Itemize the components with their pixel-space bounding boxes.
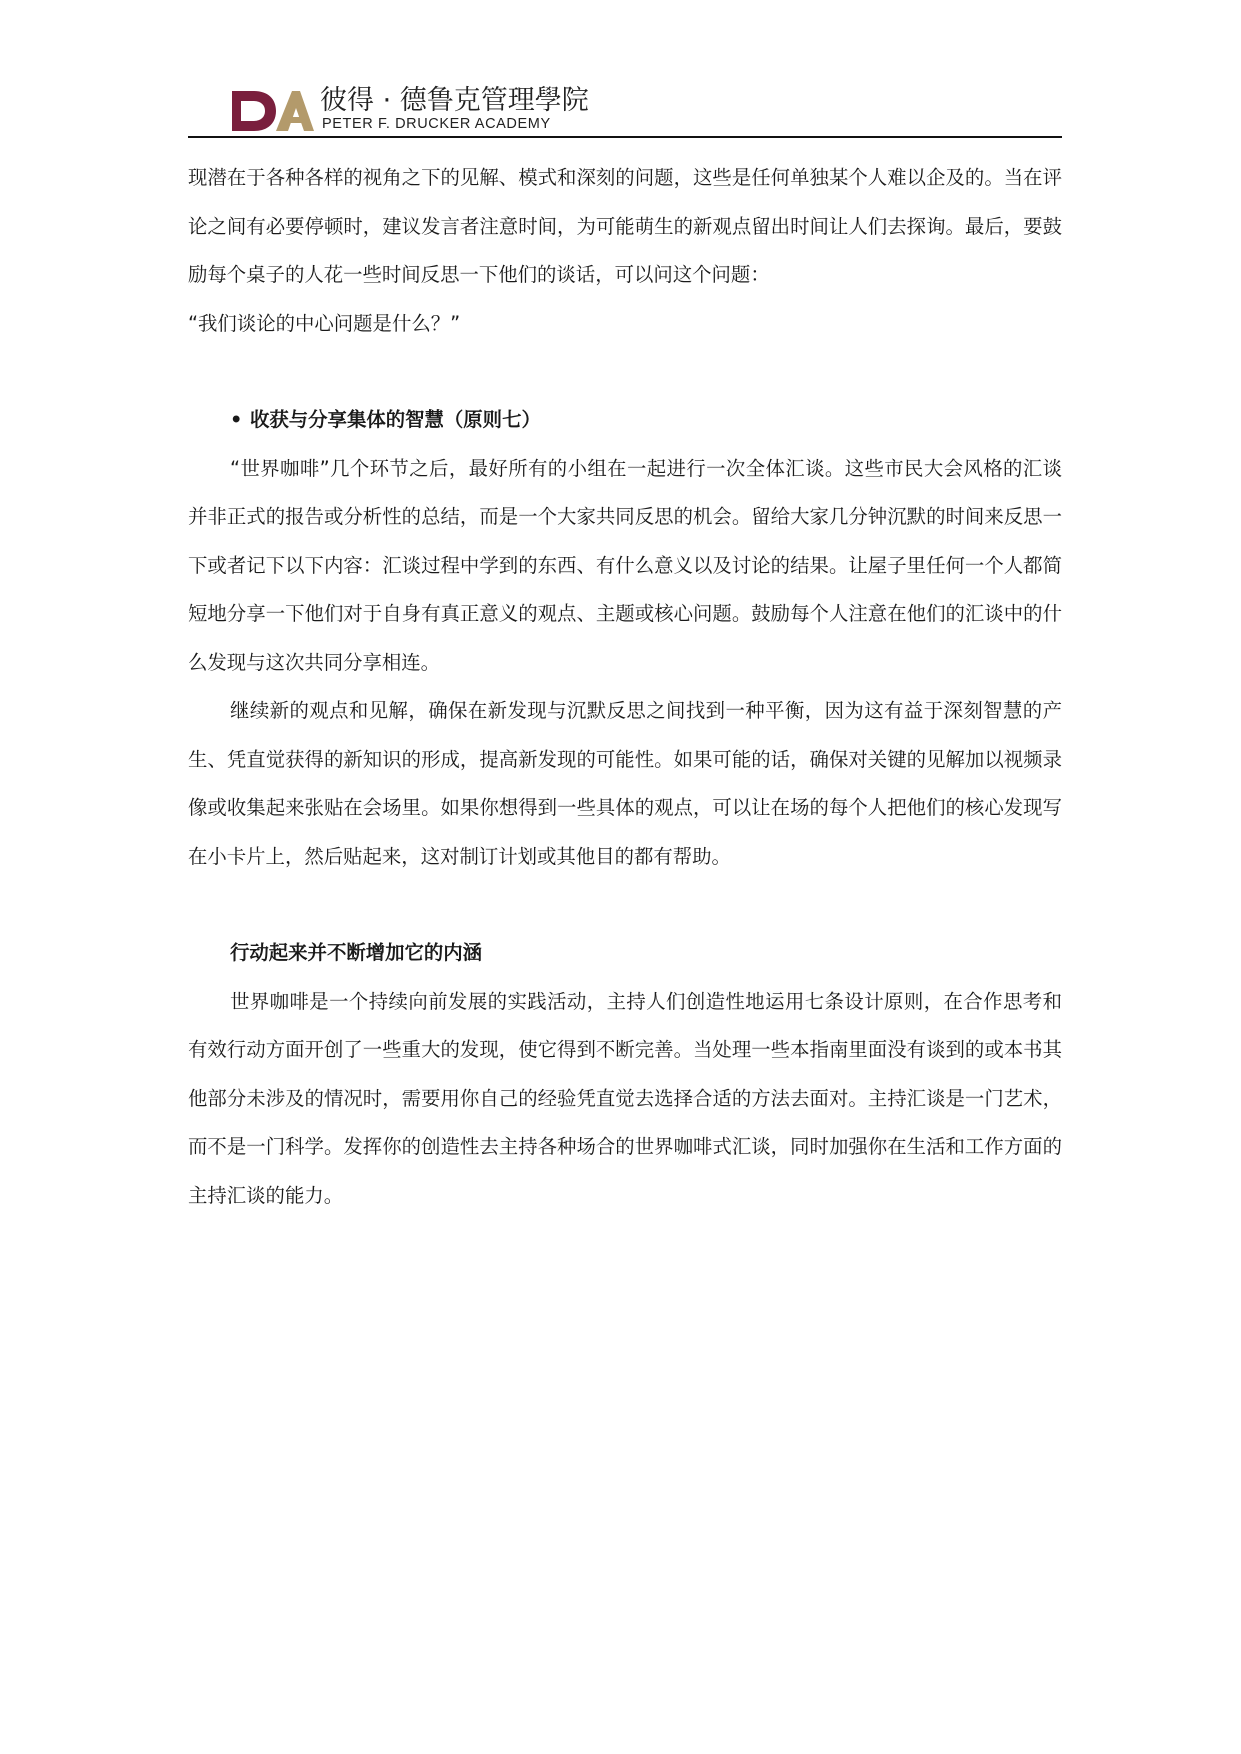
spacer [188,348,1062,396]
body-paragraph: 现潜在于各种各样的视角之下的见解、模式和深刻的问题，这些是任何单独某个人难以企及的。当在评论之间有必要停顿时，建议发言者注意时间，为可能萌生的新观点留出时间让人们去探询。最后，要鼓励每个桌子的人花一些时间反思一下他们的谈话，可以问这个问题： [188,166,1062,286]
quote-line: “我们谈论的中心问题是什么？” [188,311,461,335]
section-heading [188,396,1062,445]
section-heading: 行动起来并不断增加它的内涵 [230,941,483,964]
section-heading-text: 收获与分享集体的智慧（原则七） [250,408,541,431]
academy-name-chinese: 彼得 · 德鲁克管理學院 [320,85,589,116]
body-paragraph: 继续新的观点和见解，确保在新发现与沉默反思之间找到一种平衡，因为这有益于深刻智慧的产生、凭直觉获得的新知识的形成，提高新发现的可能性。如果可能的话，确保对关键的见解加以视频录像或收集起来张贴在会场里。如果你想得到一些具体的观点，可以让在场的每个人把他们的核心发现写在小卡片上，然后贴起来，这对制订计划或其他目的都有帮助。 [188,699,1062,868]
body-paragraph: “世界咖啡”几个环节之后，最好所有的小组在一起进行一次全体汇谈。这些市民大会风格的汇谈并非正式的报告或分析性的总结，而是一个大家共同反思的机会。留给大家几分钟沉默的时间来反思一下或者记下以下内容：汇谈过程中学到的东西、有什么意义以及讨论的结果。让屋子里任何一个人都简短地分享一下他们对于自身有真正意义的观点、主题或核心问题。鼓励每个人注意在他们的汇谈中的什么发现与这次共同分享相连。 [188,456,1062,674]
header-divider [188,136,1062,138]
academy-logo-icon [232,90,314,132]
bullet-icon: • [230,408,243,431]
academy-name-english: PETER F. DRUCKER ACADEMY [322,116,551,132]
body-paragraph: 世界咖啡是一个持续向前发展的实践活动，主持人们创造性地运用七条设计原则，在合作思考和有效行动方面开创了一些重大的发现，使它得到不断完善。当处理一些本指南里面没有谈到的或本书其他部分未涉及的情况时，需要用你自己的经验凭直觉去选择合适的方法去面对。主持汇谈是一门艺术，而不是一门科学。发挥你的创造性去主持各种场合的世界咖啡式汇谈，同时加强你在生活和工作方面的主持汇谈的能力。 [188,989,1062,1207]
document-body [188,154,1062,1220]
spacer [188,881,1062,929]
page-header [232,86,1062,136]
